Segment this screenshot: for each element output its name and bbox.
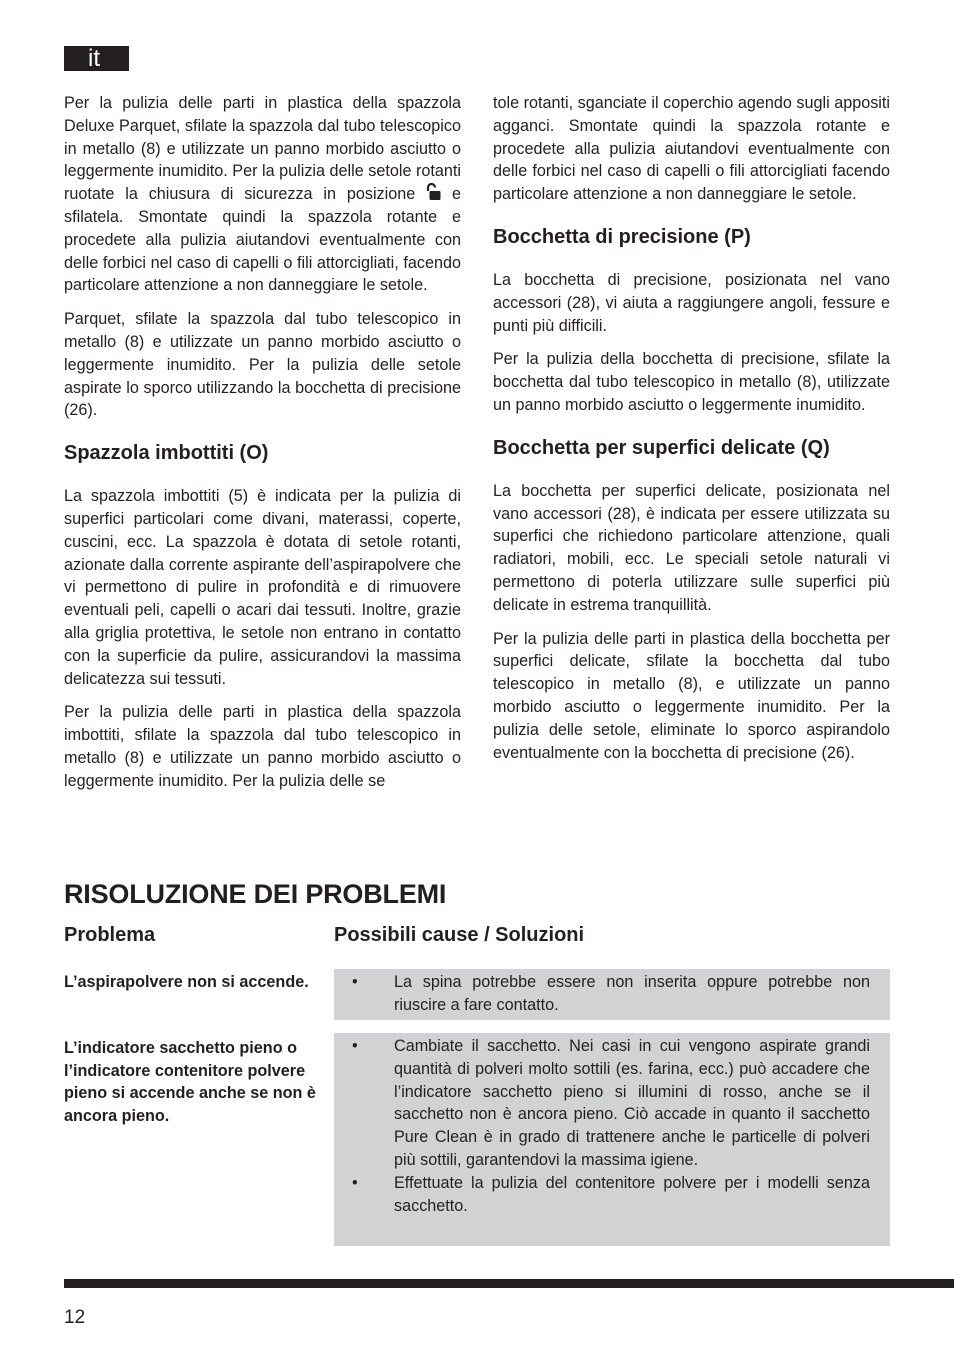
heading-bocchetta-superfici-delicate: Bocchetta per superfici delicate (Q) [493,436,830,459]
bullet-icon: • [352,1173,358,1192]
troubleshooting-title: RISOLUZIONE DEI PROBLEMI [64,879,447,909]
problem-row-2: L’indicatore sacchetto pieno o l’indicatore contenitore polvere pieno si accende anche se non è ancora pieno. [64,1039,316,1125]
footer-rule [64,1279,954,1288]
right-paragraph-1: tole rotanti, sganciate il coperchio agendo sugli appositi agganci. Smontate quindi la spazzola rotante e procedete alla pulizia aiutandovi eventualmente con delle forbici nel caso di capelli o fili attorcigliati facendo particolare attenzione a non danneggiare le setole. [493,94,890,204]
heading-spazzola-imbottiti: Spazzola imbottiti (O) [64,442,269,465]
language-tab: it [64,46,129,71]
right-paragraph-4: La bocchetta per superfici delicate, posizionata nel vano accessori (28), è indicata per essere utilizzata su superfici che richiedono particolare attenzione, quali radiatori, mobili, ecc. Le speciali setole naturali vi permettono di poterla utilizzare sulle superfici più delicate in estrema tranquillità. [493,481,890,614]
solution-item: • Effettuate la pulizia del contenitore polvere per i modelli senza sacchetto. [352,1173,870,1215]
solution-box-row-1 [334,969,890,1020]
heading-bocchetta-precisione: Bocchetta di precisione (P) [493,225,751,248]
column-header-causes: Possibili cause / Soluzioni [334,924,585,946]
bullet-icon: • [352,973,358,991]
left-paragraph-4: Per la pulizia delle parti in plastica della spazzola imbottiti, sfilate la spazzola dal tubo telescopico in metallo (8) e utilizzate un panno morbido asciutto o leggermente inumidito. Per la pulizia delle se [64,703,461,790]
right-paragraph-2: La bocchetta di precisione, posizionata nel vano accessori (28), vi aiuta a raggiungere angoli, fessure e punti più difficili. [493,270,890,335]
right-paragraph-3: Per la pulizia della bocchetta di precisione, sfilate la bocchetta dal tubo telescopico in metallo (8), utilizzate un panno morbido asciutto o leggermente inumidito. [493,350,890,414]
solution-item: • La spina potrebbe essere non inserita oppure potrebbe non riuscire a fare contatto. [352,973,870,1014]
left-paragraph-2: Parquet, sfilate la spazzola dal tubo telescopico in metallo (8) e utilizzate un panno morbido asciutto o leggermente inumidito. Per la pulizia delle setole aspirate lo sporco utilizzando la bocchetta di precisione (26). [64,310,461,420]
bullet-icon: • [352,1037,358,1055]
problem-row-1: L’aspirapolvere non si accende. [64,973,309,991]
left-column [64,92,461,793]
column-header-problem: Problema [64,924,156,946]
open-padlock-icon [426,183,441,200]
right-paragraph-5: Per la pulizia delle parti in plastica della bocchetta per superfici delicate, sfilate la bocchetta dal tubo telescopico in metallo (8), e utilizzate un panno morbido asciutto o leggermente inumidito. Per la pulizia delle setole, eliminate lo sporco aspirandolo eventualmente con la bocchetta di precisione (26). [493,629,890,762]
page-number: 12 [64,1307,86,1328]
left-paragraph-3: La spazzola imbottiti (5) è indicata per la pulizia di superfici particolari come divani, materassi, coperte, cuscini, ecc. La spazzola è dotata di setole rotanti, azionate dalla corrente aspirante dell’aspirapolvere che vi permettono di pulire in profondità e di rimuovere eventuali peli, capelli o acari dai tessuti. Inoltre, grazie alla griglia protettiva, le setole non entrano in contatto con la superficie da pulire, assicurandovi la massima delicatezza sui tessuti. [64,487,461,688]
right-column [493,92,890,775]
solution-box-row-2 [334,1033,890,1246]
solution-item: • Cambiate il sacchetto. Nei casi in cui vengono aspirate grandi quantità di polveri molto sottili (es. farina, ecc.) può accadere che l’indicatore sacchetto pieno si illumini di rosso, anche se il sacchetto non è ancora pieno. Ciò accade in quanto il sacchetto Pure Clean è in grado di trattenere anche le particelle di polveri più sottili, garantendovi la massima igiene. [352,1037,870,1169]
left-paragraph-1: Per la pulizia delle parti in plastica della spazzola Deluxe Parquet, sfilate la spazzola dal tubo telescopico in metallo (8) e utilizzate un panno morbido asciutto o leggermente inumidito. Per la pulizia delle setole rotanti ruotate la chiusura di sicurezza in posizione e sfilatela. Smontate quindi la spazzola rotante e procedete alla pulizia aiutandovi eventualmente con delle forbici nel caso di capelli o fili attorcigliati, facendo particolare attenzione a non danneggiare le setole. [64,94,461,295]
